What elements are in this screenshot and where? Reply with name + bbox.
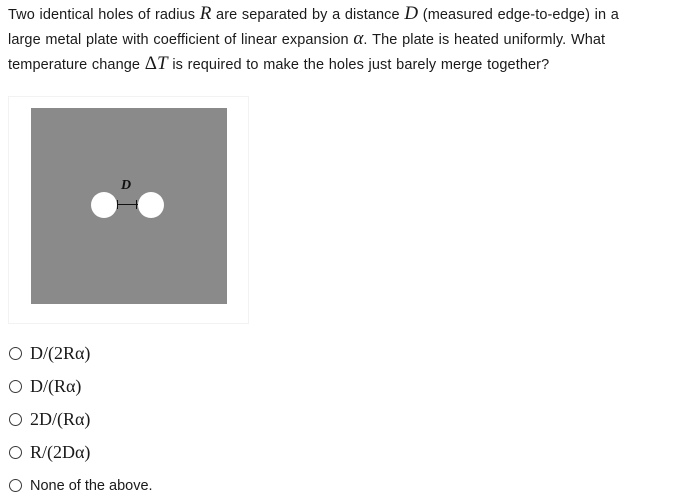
question-text-segment: . The plate is heated uniformly. What: [363, 32, 606, 48]
radio-button[interactable]: [9, 347, 22, 360]
radio-button[interactable]: [9, 380, 22, 393]
gap-tick-right: [136, 200, 137, 209]
option-label: D/(Rα): [30, 376, 82, 396]
radio-button[interactable]: [9, 446, 22, 459]
radio-button[interactable]: [9, 479, 22, 492]
question-line-1: [8, 2, 676, 27]
gap-label: D: [121, 178, 132, 193]
option-1[interactable]: [9, 337, 153, 370]
option-label: D/(2Rα): [30, 343, 91, 363]
figure: [9, 97, 248, 323]
distance-symbol: D: [404, 3, 419, 24]
question-text-segment: temperature change: [8, 57, 145, 73]
delta-symbol: Δ: [144, 53, 158, 74]
temperature-symbol: T: [157, 53, 168, 74]
question-line-3: [8, 52, 676, 77]
option-5[interactable]: [9, 469, 153, 502]
alpha-symbol: α: [353, 28, 364, 49]
option-3[interactable]: [9, 403, 153, 436]
option-label: None of the above.: [30, 477, 153, 494]
radius-symbol: R: [199, 3, 212, 24]
option-label: R/(2Dα): [30, 442, 91, 462]
right-hole: [138, 192, 164, 218]
metal-plate: [31, 108, 227, 304]
question-text-segment: Two identical holes of radius: [8, 7, 200, 23]
question-text: [8, 2, 676, 77]
gap-tick-left: [117, 200, 118, 209]
option-2[interactable]: [9, 370, 153, 403]
option-4[interactable]: [9, 436, 153, 469]
radio-button[interactable]: [9, 413, 22, 426]
gap-dimension-line: [117, 204, 138, 205]
option-label: 2D/(Rα): [30, 409, 91, 429]
question-text-segment: is required to make the holes just barely merge together?: [167, 57, 550, 73]
question-text-segment: large metal plate with coefficient of linear expansion: [8, 32, 354, 48]
question-text-segment: are separated by a distance: [211, 7, 405, 23]
question-text-segment: (measured edge-to-edge) in a: [418, 7, 619, 23]
answer-options: [9, 337, 153, 502]
question-line-2: [8, 27, 676, 52]
left-hole: [91, 192, 117, 218]
